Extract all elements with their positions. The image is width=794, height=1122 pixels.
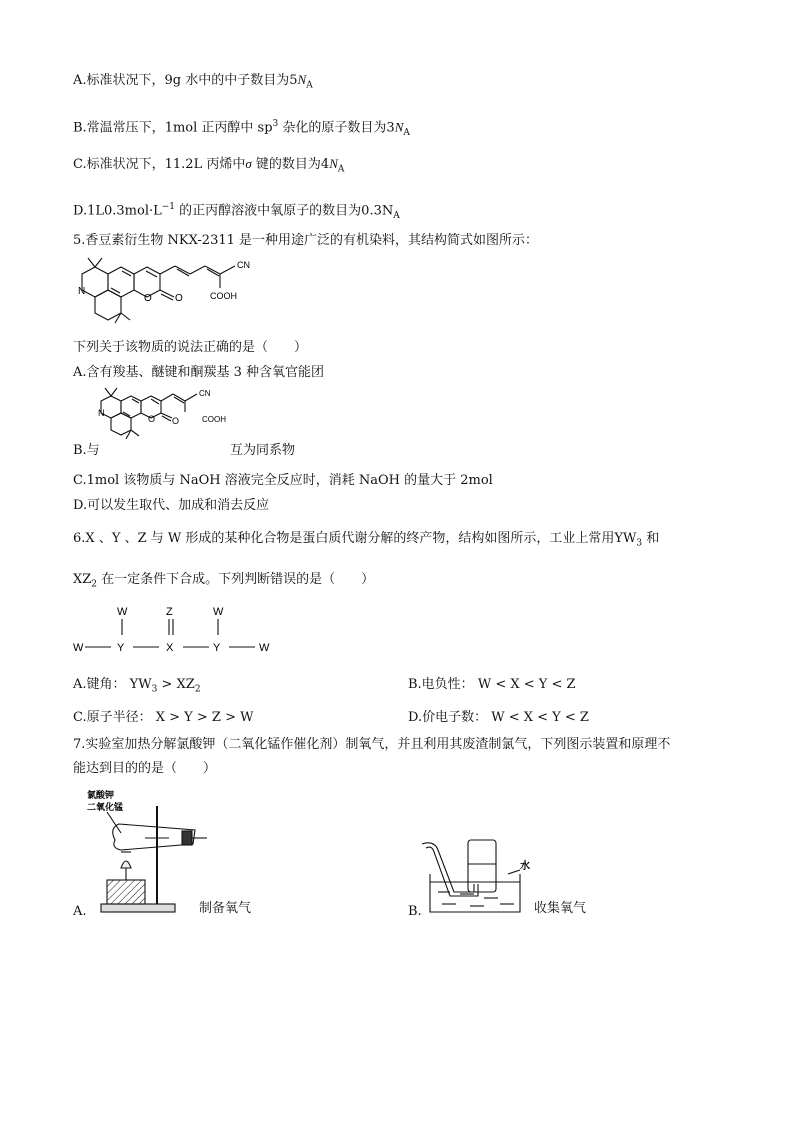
q7-stem-line1: 7.实验室加热分解氯酸钾（二氧化锰作催化剂）制氧气，并且利用其废渣制氯气，下列图示装置和原理不	[73, 737, 671, 752]
q6a-expr-right: XZ	[176, 677, 195, 692]
q4d-conc-sup: −1	[161, 202, 176, 212]
q7a-tag-mno2: 二氧化锰	[87, 802, 124, 812]
q5b-struct-cn-label: CN	[199, 389, 211, 398]
q4-option-c	[73, 155, 344, 179]
q6-z: Z	[137, 531, 147, 546]
q5-option-b-post: 互为同系物	[230, 443, 296, 458]
q4c-vol: 11.2L	[164, 157, 203, 172]
q4-option-b	[73, 115, 410, 142]
q6-option-d	[408, 709, 589, 727]
q5b-struct-n-label: N	[98, 408, 105, 418]
q6-option-c	[73, 709, 253, 727]
q4c-text: C.标准状况下，	[73, 157, 165, 172]
q7b-apparatus	[420, 836, 540, 916]
q4d-text: D.	[73, 203, 88, 219]
q6-structure	[73, 605, 273, 655]
q4c-text2: 丙烯中	[202, 157, 246, 172]
q5-structure-option-b	[93, 384, 253, 444]
q6-x: X	[85, 531, 95, 546]
q6b-label: B.电负性：	[408, 677, 474, 692]
q5-struct-cn-label: CN	[237, 260, 250, 270]
q5b-struct-cooh-label: COOH	[202, 415, 226, 424]
q5-option-c: C.1mol 该物质与 NaOH 溶液完全反应时，消耗 NaOH 的量大于 2mol	[73, 473, 493, 488]
q4d-value: 0.3N	[361, 203, 394, 219]
q6-num: 6.	[73, 531, 86, 546]
q4c-na-sub: A	[337, 164, 345, 175]
q5-structure-main	[70, 250, 290, 330]
q7a-apparatus	[85, 788, 210, 918]
q5b-struct-carbonyl-o-label: O	[172, 416, 180, 426]
q6-stem-text2: 在一定条件下合成。下列判断错误的是（ ）	[97, 572, 375, 587]
q6-struct-z: Z	[166, 606, 173, 618]
q6-struct-w3: W	[213, 606, 224, 618]
q7-option-b-label: B.	[408, 904, 422, 919]
q4a-text: A.标准状况下，	[73, 73, 165, 88]
q6-stem-text: 与 W 形成的某种化合物是蛋白质代谢分解的终产物，结构如图所示，工业上常用	[146, 531, 615, 546]
q6a-expr-op: >	[157, 677, 177, 692]
q6-struct-w4: W	[259, 642, 270, 654]
q5-question: 下列关于该物质的说法正确的是（ ）	[73, 340, 308, 355]
q6-struct-y1: Y	[117, 642, 125, 654]
q6-stem-line2	[73, 571, 374, 594]
q6a-expr-left-sub: 3	[151, 684, 158, 695]
q6a-expr-right-sub: 2	[194, 684, 201, 695]
q4b-mol: 1mol	[164, 120, 198, 136]
q7-stem-line2: 能达到目的的是（ ）	[73, 761, 217, 776]
q5b-struct-o-label: O	[148, 414, 156, 424]
q4c-sigma: σ	[245, 156, 252, 171]
q5-struct-n-label: N	[78, 286, 86, 297]
q7-option-a-caption: 制备氧气	[199, 901, 252, 916]
q5-stem: 5.香豆素衍生物 NKX-2311 是一种用途广泛的有机染料，其结构简式如图所示：	[73, 233, 539, 248]
q7-option-a-label: A.	[73, 904, 87, 919]
q4d-na-sub: A	[393, 210, 400, 221]
q5-option-b-pre: B.与	[73, 443, 100, 458]
q6-struct-w1: W	[73, 642, 84, 654]
q6a-expr-left: YW	[129, 677, 152, 692]
q4b-na-sub: A	[403, 127, 410, 138]
q6b-expr: W < X < Y < Z	[477, 677, 576, 692]
q4d-conc: 1L0.3mol·L	[87, 203, 162, 219]
q5-option-d: D.可以发生取代、加成和消去反应	[73, 498, 270, 513]
q7-option-b-caption: 收集氧气	[534, 901, 587, 916]
q6-yw: YW	[614, 531, 637, 546]
q4b-text3: 杂化的原子数目为	[278, 120, 387, 136]
q6-stem-line1: 6.X 、Y 、Z 与 W 形成的某种化合物是蛋白质代谢分解的终产物，结构如图所示，工业上常用$YW_3$ 和	[73, 531, 660, 549]
q4-option-a	[73, 71, 313, 95]
q6a-label: A.键角：	[73, 677, 126, 692]
q4a-text2: 水中的中子数目为	[181, 73, 290, 88]
q6d-expr: W < X < Y < Z	[491, 710, 589, 725]
q6-option-a	[73, 676, 201, 699]
q5-struct-o-label: O	[144, 293, 152, 304]
q4a-na-sub: A	[306, 80, 313, 91]
q4b-coef: 3	[386, 120, 395, 136]
q4c-text3: 键的数目为	[251, 157, 321, 172]
q6-and: 和	[642, 531, 660, 546]
q6-struct-x: X	[166, 642, 174, 654]
q6-option-b	[408, 676, 576, 694]
q6c-expr: X > Y > Z > W	[155, 710, 254, 725]
q6-yw-sub: 3	[636, 538, 643, 549]
q4a-na: N	[297, 72, 307, 87]
q6-xz: XZ	[73, 572, 92, 587]
q4a-mass: 9g	[164, 73, 182, 88]
q6-xz-sub: 2	[91, 579, 98, 590]
q4a-coef: 5	[289, 73, 298, 88]
q5-struct-cooh-label: COOH	[210, 291, 237, 301]
q5-struct-carbonyl-o-label: O	[175, 293, 183, 304]
q4c-na: N	[329, 156, 338, 171]
q4b-sp-sup: 3	[272, 119, 279, 129]
q6-struct-y2: Y	[213, 642, 221, 654]
q4b-sp: sp	[257, 120, 273, 136]
q7a-tag-kclo3: 氯酸钾	[87, 790, 115, 800]
q6c-label: C.原子半径：	[73, 710, 152, 725]
q4b-text2: 正丙醇中	[197, 120, 258, 136]
q6d-label: D.价电子数：	[408, 710, 488, 725]
q4-option-d	[73, 198, 400, 225]
q4d-text2: 的正丙醇溶液中氧原子的数目为	[175, 203, 362, 219]
q6-struct-w2: W	[117, 606, 128, 618]
q4b-na: N	[394, 119, 404, 135]
q4c-coef: 4	[320, 157, 330, 172]
q5-option-a: A.含有羧基、醚键和酮羰基 3 种含氧官能团	[73, 365, 325, 380]
q4b-text: B.常温常压下，	[73, 120, 165, 136]
q6-y: Y	[111, 531, 121, 546]
q7b-tag-water: 水	[520, 861, 530, 872]
